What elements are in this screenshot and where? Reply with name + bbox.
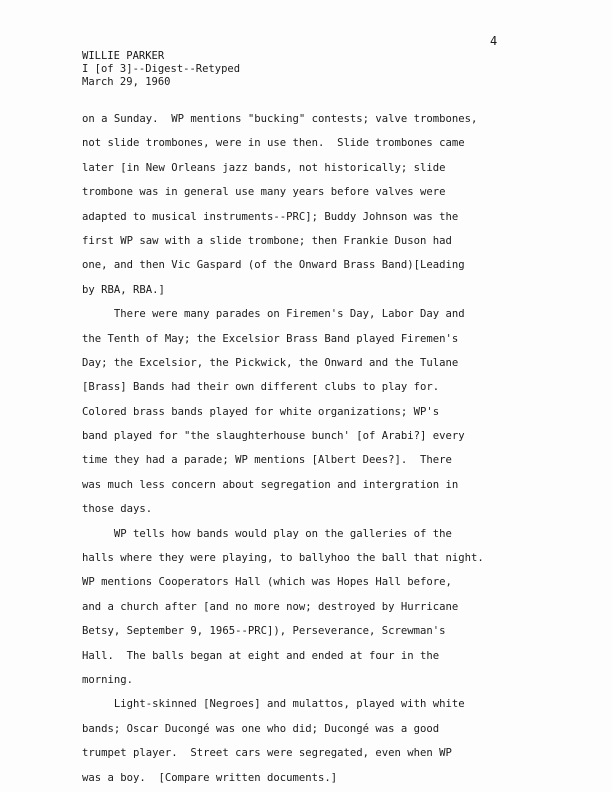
text-line: not slide trombones, were in use then. Slide trombones came [82, 137, 465, 150]
text-line: first WP saw with a slide trombone; then Frankie Duson had [82, 234, 452, 247]
text-line: [Brass] Bands had their own different clubs to play for. [82, 381, 440, 394]
text-line: Day; the Excelsior, the Pickwick, the Onward and the Tulane [82, 356, 459, 369]
text-line: morning. [82, 673, 134, 686]
text-line: on a Sunday. WP mentions "bucking" contests; valve trombones, [82, 113, 478, 125]
text-line: one, and then Vic Gaspard (of the Onward Brass Band)[Leading [82, 259, 465, 272]
text-line: by RBA, RBA.] [82, 283, 165, 296]
text-line: There were many parades on Firemen's Day, Labor Day and [82, 308, 465, 321]
text-line: Colored brass bands played for white organizations; WP's [82, 405, 440, 418]
text-line: WP tells how bands would play on the galleries of the [82, 527, 452, 540]
text-line: band played for "the slaughterhouse bunch' [of Arabi?] every [82, 430, 465, 443]
text-line: Betsy, September 9, 1965--PRC]), Perseverance, Screwman's [82, 625, 446, 638]
text-line: bands; Oscar Ducongé was one who did; Ducongé was a good [82, 722, 440, 735]
text-line: time they had a parade; WP mentions [Albert Dees?]. There [82, 454, 452, 467]
document-header [82, 50, 240, 89]
page-number: 4 [490, 34, 498, 48]
interviewee-name: WILLIE PARKER [82, 50, 165, 62]
text-line: WP mentions Cooperators Hall (which was Hopes Hall before, [82, 576, 452, 589]
transcript-body [82, 107, 532, 790]
reel-info: I [of 3]--Digest--Retyped [82, 63, 241, 75]
text-line: those days. [82, 503, 153, 516]
text-line: trombone was in general use many years before valves were [82, 186, 446, 199]
interview-date: March 29, 1960 [82, 76, 171, 88]
text-line: Hall. The balls began at eight and ended at four in the [82, 649, 440, 662]
text-line: was a boy. [Compare written documents.] [82, 771, 338, 784]
text-line: Light-skinned [Negroes] and mulattos, played with white [82, 698, 465, 711]
text-line: trumpet player. Street cars were segregated, even when WP [82, 747, 452, 760]
text-line: adapted to musical instruments--PRC]; Buddy Johnson was the [82, 210, 459, 223]
text-line: the Tenth of May; the Excelsior Brass Band played Firemen's [82, 332, 459, 345]
text-line: halls where they were playing, to ballyhoo the ball that night. [82, 552, 484, 565]
text-line: and a church after [and no more now; destroyed by Hurricane [82, 600, 459, 613]
text-line: was much less concern about segregation and intergration in [82, 478, 459, 491]
text-line: later [in New Orleans jazz bands, not historically; slide [82, 161, 446, 174]
